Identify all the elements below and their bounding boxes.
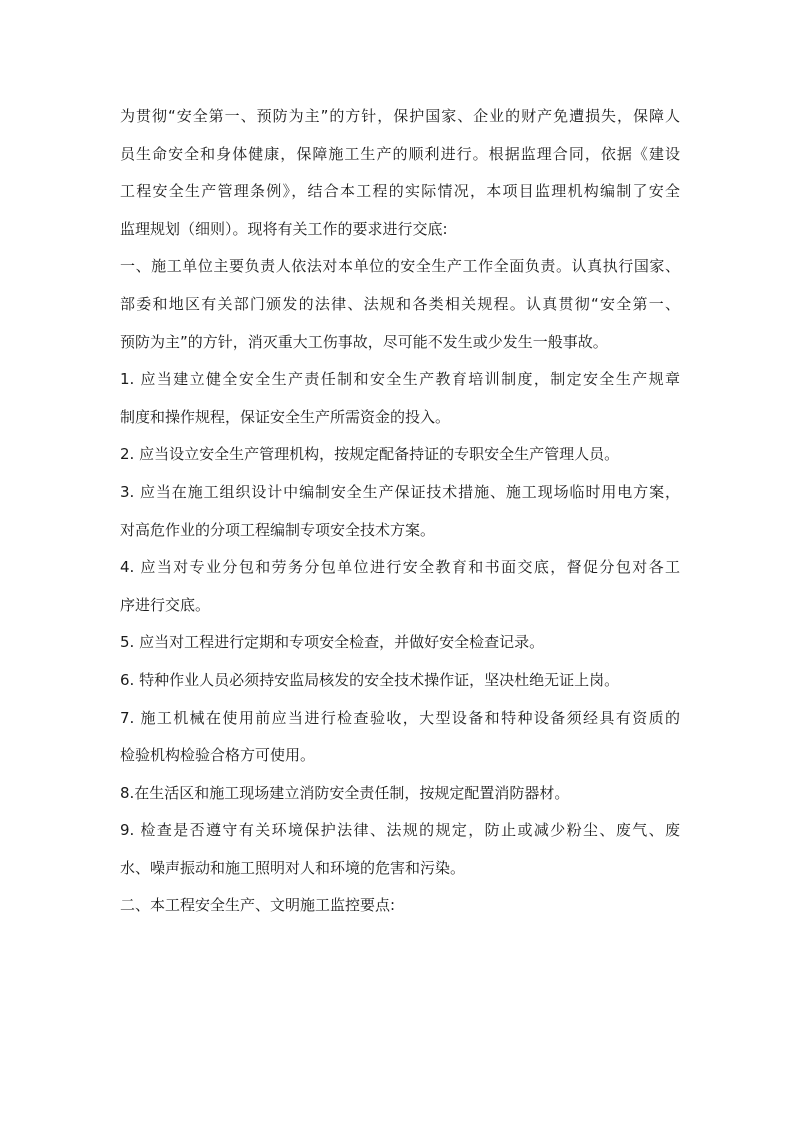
text-line: 5. 应当对工程进行定期和专项安全检查，并做好安全检查记录。 <box>120 633 545 652</box>
text-line: 水、噪声振动和施工照明对人和环境的危害和污染。 <box>120 858 466 877</box>
text-line: 4. 应当对专业分包和劳务分包单位进行安全教育和书面交底，督促分包对各工 <box>120 558 680 577</box>
text-line: 8.在生活区和施工现场建立消防安全责任制，按规定配置消防器材。 <box>120 783 570 802</box>
text-line: 9. 检查是否遵守有关环境保护法律、法规的规定，防止或减少粉尘、废气、废 <box>120 821 680 840</box>
text-line: 预防为主”的方针，消灭重大工伤事故，尽可能不发生或少发生一般事故。 <box>120 332 608 351</box>
text-line: 一、施工单位主要负责人依法对本单位的安全生产工作全面负责。认真执行国家、 <box>120 257 680 276</box>
text-line: 序进行交底。 <box>120 595 211 614</box>
text-line: 3. 应当在施工组织设计中编制安全生产保证技术措施、施工现场临时用电方案， <box>120 482 680 501</box>
document-body <box>120 101 680 928</box>
text-line: 1. 应当建立健全安全生产责任制和安全生产教育培训制度，制定安全生产规章 <box>120 370 680 389</box>
text-line: 部委和地区有关部门颁发的法律、法规和各类相关规程。认真贯彻“安全第一、 <box>120 294 680 313</box>
text-line: 工程安全生产管理条例》，结合本工程的实际情况，本项目监理机构编制了安全 <box>120 182 680 201</box>
text-line: 二、本工程安全生产、文明施工监控要点: <box>120 896 396 915</box>
text-line: 制度和操作规程，保证安全生产所需资金的投入。 <box>120 407 451 426</box>
text-line: 员生命安全和身体健康，保障施工生产的顺利进行。根据监理合同，依据《建设 <box>120 144 680 163</box>
text-line: 为贯彻“安全第一、预防为主”的方针，保护国家、企业的财产免遭损失，保障人 <box>120 107 680 125</box>
text-line: 检验机构检验合格方可使用。 <box>120 746 316 765</box>
text-line: 对高危作业的分项工程编制专项安全技术方案。 <box>120 520 436 539</box>
text-line: 监理规划（细则）。现将有关工作的要求进行交底: <box>120 219 448 238</box>
text-line: 6. 特种作业人员必须持安监局核发的安全技术操作证，坚决杜绝无证上岗。 <box>120 670 620 689</box>
text-line: 7. 施工机械在使用前应当进行检查验收，大型设备和特种设备须经具有资质的 <box>120 708 680 727</box>
text-line: 2. 应当设立安全生产管理机构，按规定配备持证的专职安全生产管理人员。 <box>120 445 620 464</box>
